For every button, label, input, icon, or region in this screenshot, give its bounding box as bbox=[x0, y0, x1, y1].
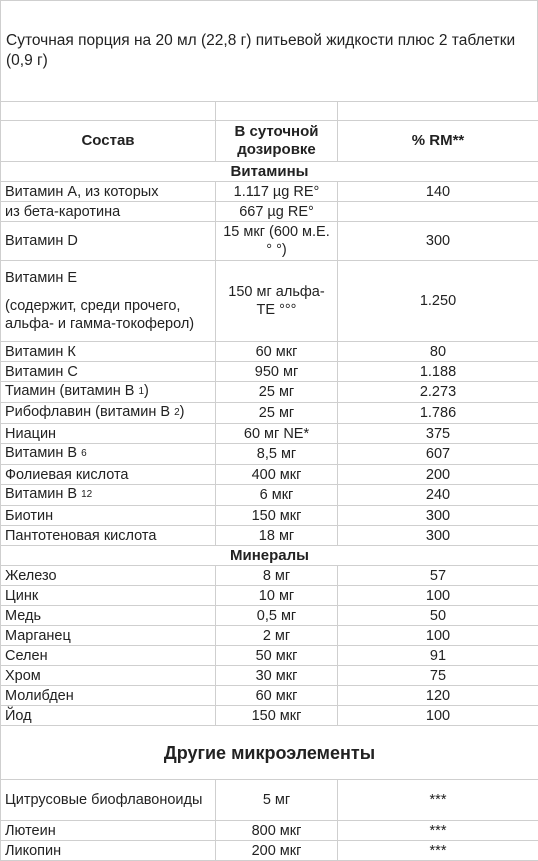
ingredient-name-text: Молибден bbox=[5, 688, 74, 704]
daily-dose-value: 1.117 µg RE° bbox=[216, 182, 338, 202]
table-header-row bbox=[1, 121, 538, 162]
ingredient-name bbox=[1, 444, 216, 465]
ingredient-name bbox=[1, 606, 216, 626]
daily-dose-value: 800 мкг bbox=[216, 821, 338, 841]
daily-dose-value: 60 мг NE* bbox=[216, 424, 338, 444]
table-row bbox=[1, 646, 538, 666]
rm-percent-value: 1.786 bbox=[338, 403, 538, 424]
rm-percent-value: *** bbox=[338, 841, 538, 861]
column-header-composition: Состав bbox=[1, 121, 216, 162]
vitamin-subscript: 2 bbox=[174, 407, 180, 418]
ingredient-name-text: Ликопин bbox=[5, 843, 61, 859]
ingredient-name-text: Йод bbox=[5, 708, 32, 724]
table-row bbox=[1, 706, 538, 726]
ingredient-name bbox=[1, 382, 216, 403]
table-spacer-row bbox=[1, 102, 538, 121]
ingredient-name-text: Железо bbox=[5, 568, 57, 584]
daily-dose-value: 150 мкг bbox=[216, 706, 338, 726]
ingredient-name-text: Ниацин bbox=[5, 426, 56, 442]
rm-percent-value: 1.250 bbox=[338, 261, 538, 342]
table-row bbox=[1, 821, 538, 841]
nutrition-table bbox=[0, 101, 538, 861]
daily-dose-value: 0,5 мг bbox=[216, 606, 338, 626]
rm-percent-value: 2.273 bbox=[338, 382, 538, 403]
column-header-rm-percent: % RM** bbox=[338, 121, 538, 162]
rm-percent-value: 75 bbox=[338, 666, 538, 686]
ingredient-name bbox=[1, 706, 216, 726]
daily-dose-value: 8,5 мг bbox=[216, 444, 338, 465]
table-row bbox=[1, 403, 538, 424]
minerals-rows bbox=[1, 566, 538, 726]
rm-percent-value: 300 bbox=[338, 222, 538, 261]
ingredient-name-text: Медь bbox=[5, 608, 41, 624]
daily-dose-value: 5 мг bbox=[216, 780, 338, 821]
section-title-other: Другие микроэлементы bbox=[1, 726, 538, 780]
table-row bbox=[1, 586, 538, 606]
table-row bbox=[1, 444, 538, 465]
other-rows bbox=[1, 780, 538, 861]
ingredient-name-text: Витамин С bbox=[5, 364, 78, 380]
section-row-vitamins bbox=[1, 162, 538, 182]
ingredient-name bbox=[1, 182, 216, 202]
rm-percent-value: 1.188 bbox=[338, 362, 538, 382]
ingredient-name-text: Пантотеновая кислота bbox=[5, 528, 156, 544]
section-row-minerals bbox=[1, 546, 538, 566]
vitamins-rows bbox=[1, 182, 538, 546]
table-row bbox=[1, 606, 538, 626]
table-row bbox=[1, 261, 538, 342]
ingredient-name bbox=[1, 362, 216, 382]
rm-percent-value: *** bbox=[338, 780, 538, 821]
table-row bbox=[1, 362, 538, 382]
rm-percent-value: *** bbox=[338, 821, 538, 841]
daily-dose-value: 25 мг bbox=[216, 382, 338, 403]
vitamin-subscript: 12 bbox=[81, 489, 92, 500]
table-row bbox=[1, 382, 538, 403]
table-row bbox=[1, 841, 538, 861]
ingredient-name bbox=[1, 485, 216, 506]
daily-dose-value: 8 мг bbox=[216, 566, 338, 586]
ingredient-name bbox=[1, 626, 216, 646]
table-row bbox=[1, 485, 538, 506]
rm-percent-value: 375 bbox=[338, 424, 538, 444]
ingredient-name bbox=[1, 342, 216, 362]
rm-percent-value: 300 bbox=[338, 506, 538, 526]
ingredient-name-text: Хром bbox=[5, 668, 41, 684]
table-row bbox=[1, 342, 538, 362]
table-row bbox=[1, 526, 538, 546]
daily-dose-value: 2 мг bbox=[216, 626, 338, 646]
table-row bbox=[1, 506, 538, 526]
ingredient-name bbox=[1, 424, 216, 444]
ingredient-name-text: Лютеин bbox=[5, 823, 56, 839]
section-title-vitamins: Витамины bbox=[1, 162, 538, 182]
ingredient-name bbox=[1, 465, 216, 485]
ingredient-name-text: Витамин D bbox=[5, 233, 78, 249]
rm-percent-value: 91 bbox=[338, 646, 538, 666]
table-row bbox=[1, 780, 538, 821]
rm-percent-value: 140 bbox=[338, 182, 538, 202]
ingredient-name bbox=[1, 566, 216, 586]
ingredient-name-text: Тиамин (витамин В bbox=[5, 383, 138, 399]
ingredient-name bbox=[1, 780, 216, 821]
rm-percent-value: 50 bbox=[338, 606, 538, 626]
daily-dose-value: 200 мкг bbox=[216, 841, 338, 861]
daily-dose-value: 15 мкг (600 м.Е. ° °) bbox=[216, 222, 338, 261]
ingredient-name-note: (содержит, среди прочего, альфа- и гамма-токоферол) bbox=[5, 298, 194, 332]
ingredient-name bbox=[1, 821, 216, 841]
vitamin-subscript: 1 bbox=[138, 386, 144, 397]
rm-percent-value: 57 bbox=[338, 566, 538, 586]
ingredient-name-text: Цинк bbox=[5, 588, 38, 604]
daily-dose-value: 6 мкг bbox=[216, 485, 338, 506]
ingredient-name-main: Витамин Е bbox=[5, 269, 211, 297]
table-row bbox=[1, 686, 538, 706]
ingredient-name-text: Фолиевая кислота bbox=[5, 467, 128, 483]
table-row bbox=[1, 465, 538, 485]
section-row-other bbox=[1, 726, 538, 780]
ingredient-name-text: Марганец bbox=[5, 628, 71, 644]
ingredient-name bbox=[1, 666, 216, 686]
ingredient-name-text: Витамин В bbox=[5, 445, 81, 461]
section-title-minerals: Минералы bbox=[1, 546, 538, 566]
rm-percent-value: 300 bbox=[338, 526, 538, 546]
rm-percent-value: 100 bbox=[338, 586, 538, 606]
column-header-daily-dose: В суточной дозировке bbox=[216, 121, 338, 162]
ingredient-name bbox=[1, 202, 216, 222]
ingredient-name-text: из бета-каротина bbox=[5, 204, 120, 220]
rm-percent-value: 607 bbox=[338, 444, 538, 465]
ingredient-name-tail: ) bbox=[180, 404, 185, 420]
ingredient-name-text: Витамин К bbox=[5, 344, 76, 360]
ingredient-name-text: Витамин В bbox=[5, 486, 81, 502]
ingredient-name bbox=[1, 222, 216, 261]
daily-dose-value: 950 мг bbox=[216, 362, 338, 382]
ingredient-name-text: Селен bbox=[5, 648, 48, 664]
ingredient-name bbox=[1, 526, 216, 546]
daily-dose-value: 30 мкг bbox=[216, 666, 338, 686]
daily-dose-value: 60 мкг bbox=[216, 686, 338, 706]
ingredient-name bbox=[1, 261, 216, 342]
table-row bbox=[1, 666, 538, 686]
daily-dose-value: 667 µg RE° bbox=[216, 202, 338, 222]
daily-dose-value: 18 мг bbox=[216, 526, 338, 546]
daily-dose-value: 10 мг bbox=[216, 586, 338, 606]
table-row bbox=[1, 202, 538, 222]
serving-description: Суточная порция на 20 мл (22,8 г) питьевой жидкости плюс 2 таблетки (0,9 г) bbox=[0, 0, 538, 101]
ingredient-name bbox=[1, 403, 216, 424]
daily-dose-value: 400 мкг bbox=[216, 465, 338, 485]
ingredient-name-text: Рибофлавин (витамин В bbox=[5, 404, 174, 420]
rm-percent-value: 80 bbox=[338, 342, 538, 362]
rm-percent-value: 100 bbox=[338, 626, 538, 646]
daily-dose-value: 25 мг bbox=[216, 403, 338, 424]
rm-percent-value: 200 bbox=[338, 465, 538, 485]
ingredient-name bbox=[1, 506, 216, 526]
ingredient-name bbox=[1, 586, 216, 606]
ingredient-name-text: Биотин bbox=[5, 508, 53, 524]
daily-dose-value: 60 мкг bbox=[216, 342, 338, 362]
ingredient-name-text: Цитрусовые биофлавоноиды bbox=[5, 792, 202, 808]
rm-percent-value: 120 bbox=[338, 686, 538, 706]
table-row bbox=[1, 222, 538, 261]
table-row bbox=[1, 626, 538, 646]
table-row bbox=[1, 424, 538, 444]
ingredient-name bbox=[1, 841, 216, 861]
table-row bbox=[1, 566, 538, 586]
rm-percent-value bbox=[338, 202, 538, 222]
vitamin-subscript: 6 bbox=[81, 448, 87, 459]
daily-dose-value: 150 мг альфа-ТЕ °°° bbox=[216, 261, 338, 342]
rm-percent-value: 240 bbox=[338, 485, 538, 506]
table-row bbox=[1, 182, 538, 202]
ingredient-name-tail: ) bbox=[144, 383, 149, 399]
ingredient-name-text: Витамин A, из которых bbox=[5, 184, 158, 200]
daily-dose-value: 150 мкг bbox=[216, 506, 338, 526]
rm-percent-value: 100 bbox=[338, 706, 538, 726]
ingredient-name bbox=[1, 686, 216, 706]
daily-dose-value: 50 мкг bbox=[216, 646, 338, 666]
ingredient-name bbox=[1, 646, 216, 666]
